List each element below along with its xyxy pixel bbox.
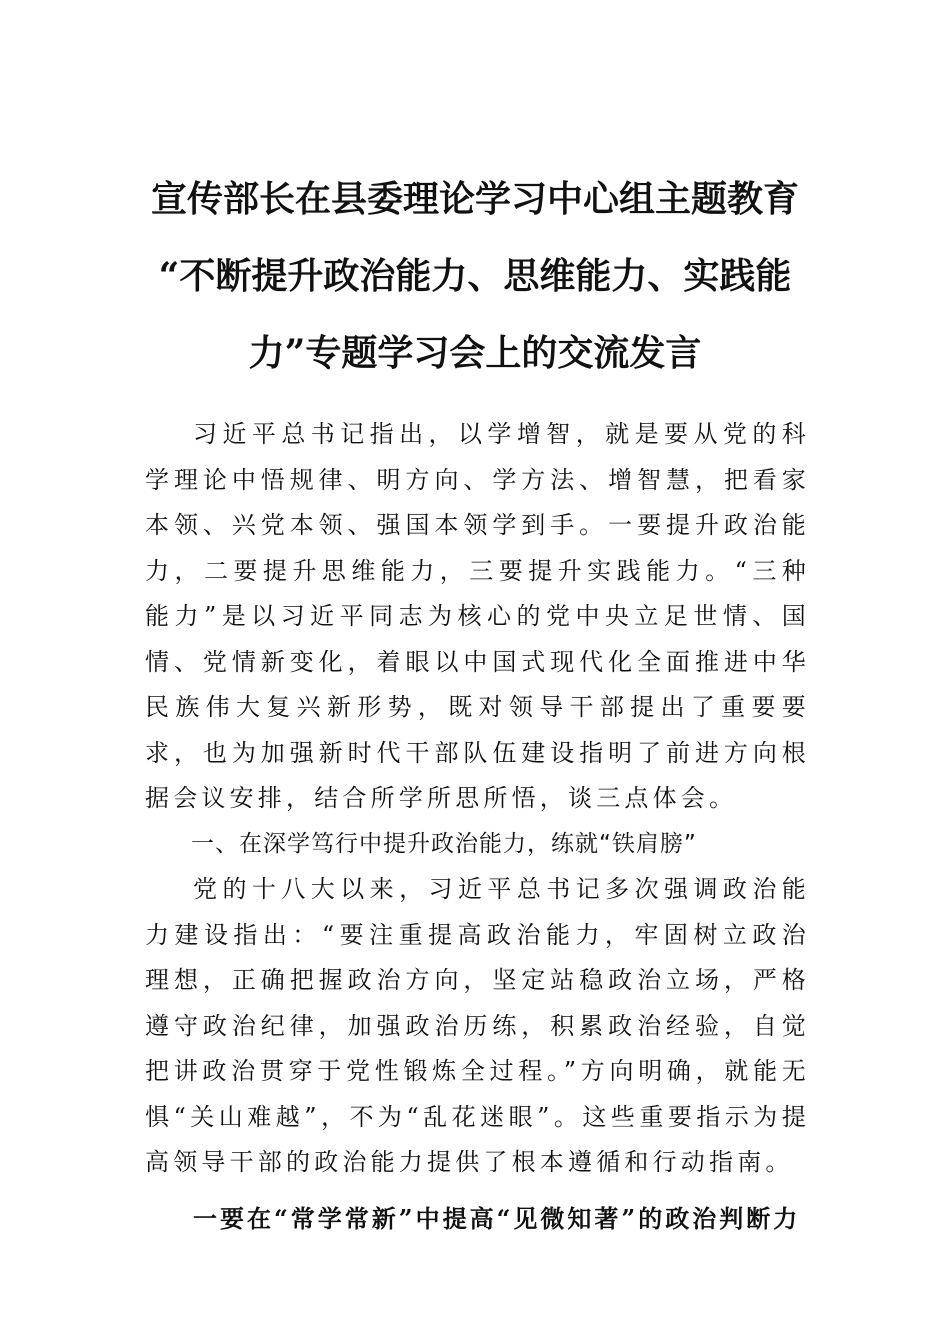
title-line-3: 力”专题学习会上的交流发言 xyxy=(248,332,702,374)
document-title xyxy=(120,161,830,392)
section-heading-1: 一、在深学笃行中提升政治能力，练就“铁肩膀” xyxy=(191,830,697,857)
document-body xyxy=(145,412,810,1241)
paragraph-intro: 习近平总书记指出，以学增智，就是要从党的科学理论中悟规律、明方向、学方法、增智慧，把看家本领、兴党本领、强国本领学到手。一要提升政治能力，二要提升思维能力，三要提升实践能力。“三种能力”是以习近平同志为核心的党中央立足世情、国情、党情新变化，着眼以中国式现代化全面推进中华民族伟大复兴新形势，既对领导干部提出了重要要求，也为加强新时代干部队伍建设指明了前进方向根据会议安排，结合所学所思所悟，谈三点体会。 xyxy=(145,420,810,812)
title-line-2: “不断提升政治能力、思维能力、实践能 xyxy=(158,255,792,297)
subheading-1: 一要在“常学常新”中提高“见微知著”的政治判断力 xyxy=(193,1203,801,1233)
title-line-1: 宣传部长在县委理论学习中心组主题教育 xyxy=(150,178,799,220)
paragraph-political-ability: 党的十八大以来，习近平总书记多次强调政治能力建设指出：“要注重提高政治能力，牢固树立政治理想，正确把握政治方向，坚定站稳政治立场，严格遵守政治纪律，加强政治历练，积累政治经验，自觉把讲政治贯穿于党性锻炼全过程。”方向明确，就能无惧“关山难越”，不为“乱花迷眼”。这些重要指示为提高领导干部的政治能力提供了根本遵循和行动指南。 xyxy=(145,875,810,1176)
